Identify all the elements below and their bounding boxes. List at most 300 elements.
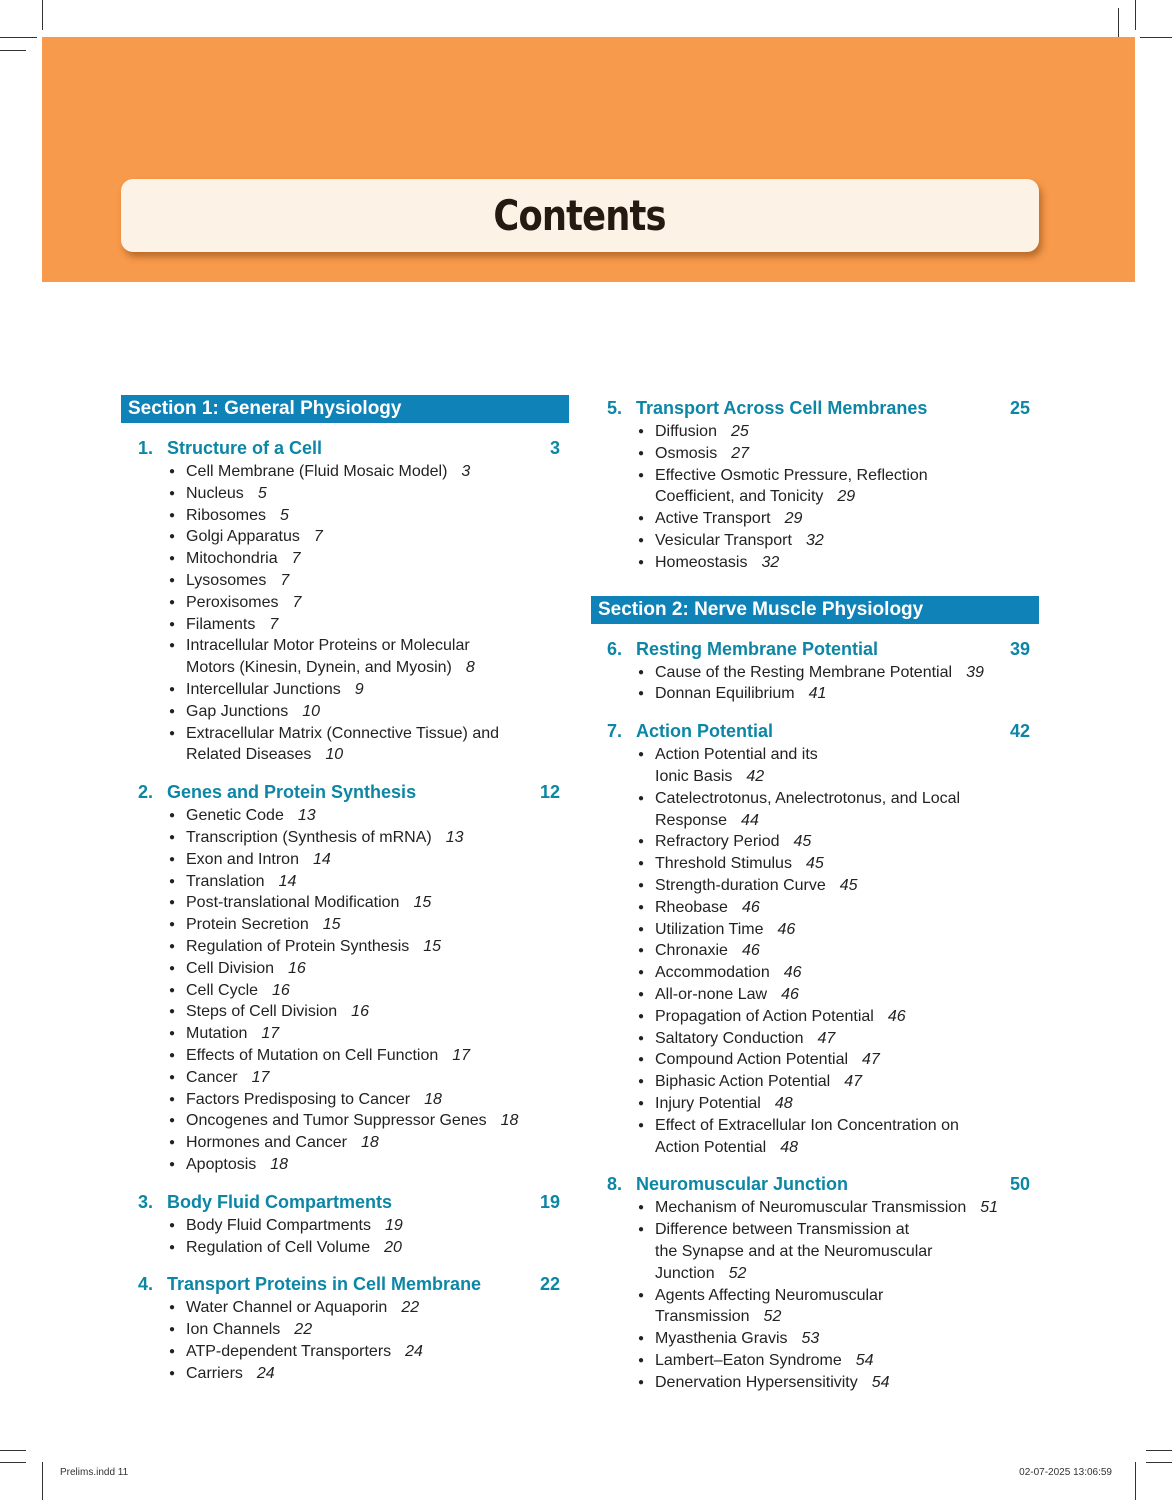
topic-page-number: 24 [405,1342,423,1360]
topic-item[interactable] [607,443,1030,465]
topic-line [655,831,1030,853]
topic-line [186,914,560,936]
topic-item[interactable] [138,805,560,827]
topic-title: Threshold Stimulus [655,855,792,873]
bullet-icon: ● [638,1224,645,1236]
topic-title: Regulation of Cell Volume [186,1238,371,1256]
topic-item[interactable] [138,635,560,679]
bullet-icon: ● [169,1028,176,1040]
topic-title: Body Fluid Compartments [186,1216,371,1234]
topic-page-number: 51 [980,1199,999,1217]
topic-title: Intracellular Motor Proteins or Molecular [186,637,470,655]
topic-page-number: 16 [288,959,306,977]
topic-title: Donnan Equilibrium [655,685,795,703]
topic-line [655,443,1030,465]
crop-mark [0,1462,26,1463]
topic-title: Motors (Kinesin, Dynein, and Myosin) [186,659,452,677]
bullet-icon: ● [638,1202,645,1214]
topic-line [186,1089,560,1111]
chapter-heading[interactable] [607,395,1030,421]
topic-item[interactable] [138,1154,560,1176]
topic-line [655,788,1030,810]
topic-title: Peroxisomes [186,593,279,611]
bullet-icon: ● [638,945,645,957]
chapter-c8 [607,1171,1030,1393]
topic-item[interactable] [138,570,560,592]
topic-title: Gap Junctions [186,702,289,720]
topic-line [186,1341,560,1363]
topic-page-number: 18 [270,1155,289,1173]
topic-page-number: 22 [401,1299,420,1317]
topic-title: Response [655,811,728,829]
topic-title: Diffusion [655,423,717,440]
topic-line [186,723,560,745]
topic-page-number: 13 [445,828,464,846]
topic-title: Propagation of Action Potential [655,1007,874,1025]
bullet-icon: ● [169,1158,176,1170]
topic-item[interactable] [138,914,560,936]
topic-item[interactable] [607,508,1030,530]
topic-item[interactable] [138,871,560,893]
topic-item[interactable] [138,827,560,849]
topic-item[interactable] [138,592,560,614]
chapter-title: Action Potential [636,721,774,742]
topic-item[interactable] [138,723,560,767]
topic-line [655,744,1030,766]
topic-title: Post-translational Modification [186,894,400,912]
bullet-icon: ● [169,810,176,822]
topic-item[interactable] [138,1341,560,1363]
topic-title: Difference between Transmission at [655,1221,910,1239]
bullet-icon: ● [638,792,645,804]
topic-title: Effective Osmotic Pressure, Reflection [655,466,928,484]
bullet-icon: ● [169,1324,176,1336]
topic-item[interactable] [138,1067,560,1089]
topic-page-number: 45 [805,855,824,873]
chapter-heading[interactable] [138,1271,560,1297]
topic-item[interactable] [607,1197,1030,1219]
topic-page-number: 18 [500,1112,519,1130]
topic-item[interactable] [607,1049,1030,1071]
topic-item[interactable] [607,683,1030,705]
bullet-icon: ● [169,640,176,652]
bullet-icon: ● [169,940,176,952]
topic-page-number: 44 [741,811,759,829]
chapter-number: 8. [607,1174,623,1195]
topic-line [186,1319,560,1341]
topic-line [186,936,560,958]
topic-page-number: 18 [424,1090,442,1108]
topic-page-number: 3 [461,463,471,480]
topic-page-number: 19 [384,1216,403,1234]
topic-line [186,505,560,527]
topic-item[interactable] [607,1071,1030,1093]
bullet-icon: ● [169,1115,176,1127]
topic-page-number: 53 [801,1330,820,1348]
topic-title: Nucleus [186,484,244,502]
bullet-icon: ● [638,1010,645,1022]
topic-item[interactable] [138,892,560,914]
bullet-icon: ● [169,1093,176,1105]
topic-page-number: 46 [781,985,799,1003]
topic-item[interactable] [138,1297,560,1319]
topic-page-number: 52 [763,1308,782,1326]
topic-item[interactable] [138,526,560,548]
topic-item[interactable] [607,1006,1030,1028]
topic-item[interactable] [607,984,1030,1006]
crop-mark [1135,0,1136,30]
topic-page-number: 46 [783,964,802,982]
chapter-heading[interactable] [138,1189,560,1215]
bullet-icon: ● [638,666,645,678]
topic-item[interactable] [607,788,1030,832]
topic-page-number: 5 [257,484,267,502]
topic-item[interactable] [607,1115,1030,1159]
crop-mark [1135,1462,1136,1500]
topic-page-number: 7 [313,528,323,546]
topic-title: Cell Division [186,959,275,977]
topic-item[interactable] [607,465,1030,509]
bullet-icon: ● [638,688,645,700]
bullet-icon: ● [638,1032,645,1044]
topic-title: Cause of the Resting Membrane Potential [655,663,953,681]
bullet-icon: ● [169,531,176,543]
topic-title: Catelectrotonus, Anelectrotonus, and Local [655,789,961,807]
bullet-icon: ● [638,1097,645,1109]
topic-item[interactable] [607,1328,1030,1350]
chapter-c1 [138,435,560,766]
bullet-icon: ● [638,836,645,848]
topic-line [655,1241,1030,1263]
topic-item[interactable] [138,461,560,483]
bullet-icon: ● [169,1345,176,1357]
topic-line [655,530,1030,552]
chapter-title: Transport Proteins in Cell Membrane [167,1274,482,1295]
topic-item[interactable] [138,1363,560,1385]
topic-line [186,744,560,766]
bullet-icon: ● [169,727,176,739]
bullet-icon: ● [169,596,176,608]
topic-item[interactable] [138,1215,560,1237]
topic-page-number: 29 [837,488,856,506]
bullet-icon: ● [169,1006,176,1018]
topic-line [186,526,560,548]
bullet-icon: ● [169,1071,176,1083]
topic-item[interactable] [607,875,1030,897]
topic-page-number: 41 [808,685,827,703]
topic-line [186,592,560,614]
topic-title: All-or-none Law [655,985,768,1003]
topic-page-number: 17 [251,1068,270,1086]
topic-item[interactable] [138,849,560,871]
topic-page-number: 10 [302,702,321,720]
topic-line [186,679,560,701]
topic-line [655,875,1030,897]
footer-file-info: Prelims.indd 11 [60,1467,129,1478]
topic-line [186,980,560,1002]
footer-timestamp: 02-07-2025 13:06:59 [1019,1467,1112,1478]
topic-list [138,1215,560,1259]
topic-title: Saltatory Conduction [655,1029,804,1047]
bullet-icon: ● [169,875,176,887]
topic-item[interactable] [607,962,1030,984]
topic-title: Oncogenes and Tumor Suppressor Genes [186,1112,487,1130]
topic-item[interactable] [138,505,560,527]
topic-line [655,1049,1030,1071]
chapter-title: Neuromuscular Junction [636,1174,849,1195]
topic-line [186,805,560,827]
bullet-icon: ● [638,1054,645,1066]
topic-item[interactable] [138,1045,560,1067]
topic-title: Action Potential and its [655,746,818,764]
topic-item[interactable] [607,1285,1030,1329]
chapter-heading[interactable] [138,779,560,805]
topic-item[interactable] [138,936,560,958]
topic-item[interactable] [138,614,560,636]
bullet-icon: ● [169,897,176,909]
topic-title: Utilization Time [655,920,764,938]
topic-line [655,465,1030,487]
chapter-page-number: 3 [549,438,560,458]
topic-item[interactable] [138,483,560,505]
topic-list [138,805,560,1176]
topic-item[interactable] [138,1132,560,1154]
crop-mark [1140,37,1172,38]
topic-title: Genetic Code [186,807,284,825]
topic-title: Accommodation [655,964,770,982]
topic-item[interactable] [138,958,560,980]
topic-item[interactable] [607,552,1030,574]
chapter-number: 5. [607,398,623,418]
topic-item[interactable] [138,1023,560,1045]
topic-item[interactable] [607,1372,1030,1394]
topic-line [655,1137,1030,1159]
section-2-header: Section 2: Nerve Muscle Physiology [591,596,1039,624]
chapter-page-number: 42 [1009,721,1030,742]
bullet-icon: ● [638,749,645,761]
topic-line [655,897,1030,919]
topic-title: Mechanism of Neuromuscular Transmission [655,1199,967,1217]
topic-line [655,853,1030,875]
topic-line [655,1263,1030,1285]
topic-title: Transmission [655,1308,750,1326]
topic-item[interactable] [138,1110,560,1132]
topic-title: Apoptosis [186,1155,257,1173]
bullet-icon: ● [638,447,645,459]
topic-page-number: 14 [312,850,331,868]
topic-page-number: 32 [761,553,780,571]
chapter-page-number: 19 [539,1191,560,1212]
topic-item[interactable] [607,744,1030,788]
topic-item[interactable] [607,421,1030,443]
topic-line [655,1285,1030,1307]
bullet-icon: ● [638,556,645,568]
topic-page-number: 46 [741,942,760,960]
topic-line [655,1115,1030,1137]
topic-item[interactable] [607,1093,1030,1115]
bullet-icon: ● [169,1367,176,1379]
crop-mark [42,1462,43,1500]
topic-title: Factors Predisposing to Cancer [186,1090,411,1108]
topic-item[interactable] [607,853,1030,875]
chapter-heading[interactable] [138,435,560,461]
topic-line [186,1023,560,1045]
topic-line [655,1306,1030,1328]
topic-title: Biphasic Action Potential [655,1073,831,1091]
chapter-c2 [138,779,560,1176]
topic-line [186,483,560,505]
topic-item[interactable] [607,1028,1030,1050]
topic-title: Regulation of Protein Synthesis [186,937,410,955]
topic-line [655,1006,1030,1028]
topic-line [186,548,560,570]
bullet-icon: ● [638,469,645,481]
topic-item[interactable] [607,662,1030,684]
topic-title: Homeostasis [655,553,748,571]
chapter-c4 [138,1271,560,1384]
topic-title: Related Diseases [186,746,312,764]
topic-line [186,1110,560,1132]
bullet-icon: ● [169,683,176,695]
topic-page-number: 27 [731,444,750,462]
topic-line [655,1350,1030,1372]
topic-item[interactable] [607,940,1030,962]
topic-title: Steps of Cell Division [186,1003,338,1021]
topic-item[interactable] [138,701,560,723]
topic-page-number: 15 [423,937,442,955]
topic-page-number: 42 [746,767,765,785]
crop-mark [1146,1450,1172,1451]
bullet-icon: ● [638,879,645,891]
bullet-icon: ● [169,705,176,717]
topic-item[interactable] [138,1089,560,1111]
topic-line [186,570,560,592]
topic-item[interactable] [138,980,560,1002]
topic-title: Carriers [186,1364,243,1382]
topic-item[interactable] [607,831,1030,853]
topic-line [186,1067,560,1089]
title-box [121,179,1039,252]
chapter-number: 1. [138,438,154,458]
topic-line [655,766,1030,788]
topic-page-number: 17 [452,1046,471,1064]
topic-title: Strength-duration Curve [655,876,826,894]
topic-line [186,657,560,679]
chapter-heading[interactable] [607,1171,1030,1197]
topic-page-number: 15 [322,916,341,934]
topic-page-number: 47 [817,1029,836,1047]
topic-page-number: 29 [784,510,803,528]
topic-title: Ionic Basis [655,767,733,785]
topic-page-number: 18 [360,1134,379,1152]
chapter-page-number: 22 [539,1274,560,1295]
topic-line [655,1028,1030,1050]
topic-item[interactable] [138,1237,560,1259]
topic-title: Agents Affecting Neuromuscular [655,1286,884,1304]
page-title: Contents [493,191,667,240]
topic-title: Filaments [186,615,256,633]
topic-line [186,1154,560,1176]
topic-list [607,1197,1030,1393]
topic-line [655,683,1030,705]
topic-title: Cancer [186,1068,238,1086]
bullet-icon: ● [638,858,645,870]
bullet-icon: ● [169,1241,176,1253]
topic-title: Lambert–Eaton Syndrome [655,1351,842,1369]
topic-item[interactable] [607,1219,1030,1284]
topic-line [186,892,560,914]
topic-item[interactable] [138,1001,560,1023]
topic-line [655,552,1030,574]
topic-line [655,940,1030,962]
crop-mark [1118,8,1119,38]
topic-title: the Synapse and at the Neuromuscular [655,1242,933,1260]
topic-page-number: 48 [780,1138,798,1156]
chapter-title: Resting Membrane Potential [636,638,879,659]
topic-title: Vesicular Transport [655,531,792,549]
topic-title: Ribosomes [186,506,267,524]
topic-page-number: 20 [384,1238,402,1256]
crop-mark [42,0,43,30]
topic-item[interactable] [607,1350,1030,1372]
bullet-icon: ● [169,618,176,630]
bullet-icon: ● [638,1376,645,1388]
topic-title: Golgi Apparatus [186,528,300,546]
topic-title: Chronaxie [655,942,728,960]
chapter-heading[interactable] [607,718,1030,744]
chapter-c6 [607,636,1030,706]
topic-page-number: 22 [294,1321,313,1339]
topic-page-number: 54 [871,1373,890,1391]
bullet-icon: ● [638,1354,645,1366]
topic-page-number: 45 [839,876,858,894]
topic-item[interactable] [607,530,1030,552]
bullet-icon: ● [638,988,645,1000]
topic-item[interactable] [607,919,1030,941]
bullet-icon: ● [169,509,176,521]
chapter-number: 7. [607,721,623,742]
right-column [591,395,1039,1393]
bullet-icon: ● [638,426,645,437]
topic-line [655,421,1030,443]
topic-line [186,958,560,980]
crop-mark [0,50,26,51]
chapter-title: Transport Across Cell Membranes [636,398,928,418]
topic-page-number: 47 [844,1073,863,1091]
chapter-number: 4. [138,1274,154,1295]
topic-item[interactable] [138,1319,560,1341]
chapter-number: 2. [138,782,154,803]
chapter-heading[interactable] [607,636,1030,662]
bullet-icon: ● [638,1119,645,1131]
topic-page-number: 7 [269,615,279,633]
topic-item[interactable] [138,548,560,570]
topic-title: Refractory Period [655,833,780,851]
topic-page-number: 8 [465,659,475,677]
bullet-icon: ● [169,574,176,586]
chapter-title: Genes and Protein Synthesis [167,782,417,803]
topic-title: Water Channel or Aquaporin [186,1299,388,1317]
topic-page-number: 17 [261,1025,280,1043]
bullet-icon: ● [638,1289,645,1301]
chapter-c7 [607,718,1030,1158]
topic-item[interactable] [138,679,560,701]
topic-page-number: 46 [741,898,760,916]
topic-list [138,461,560,766]
bullet-icon: ● [638,923,645,935]
topic-item[interactable] [607,897,1030,919]
bullet-icon: ● [638,901,645,913]
